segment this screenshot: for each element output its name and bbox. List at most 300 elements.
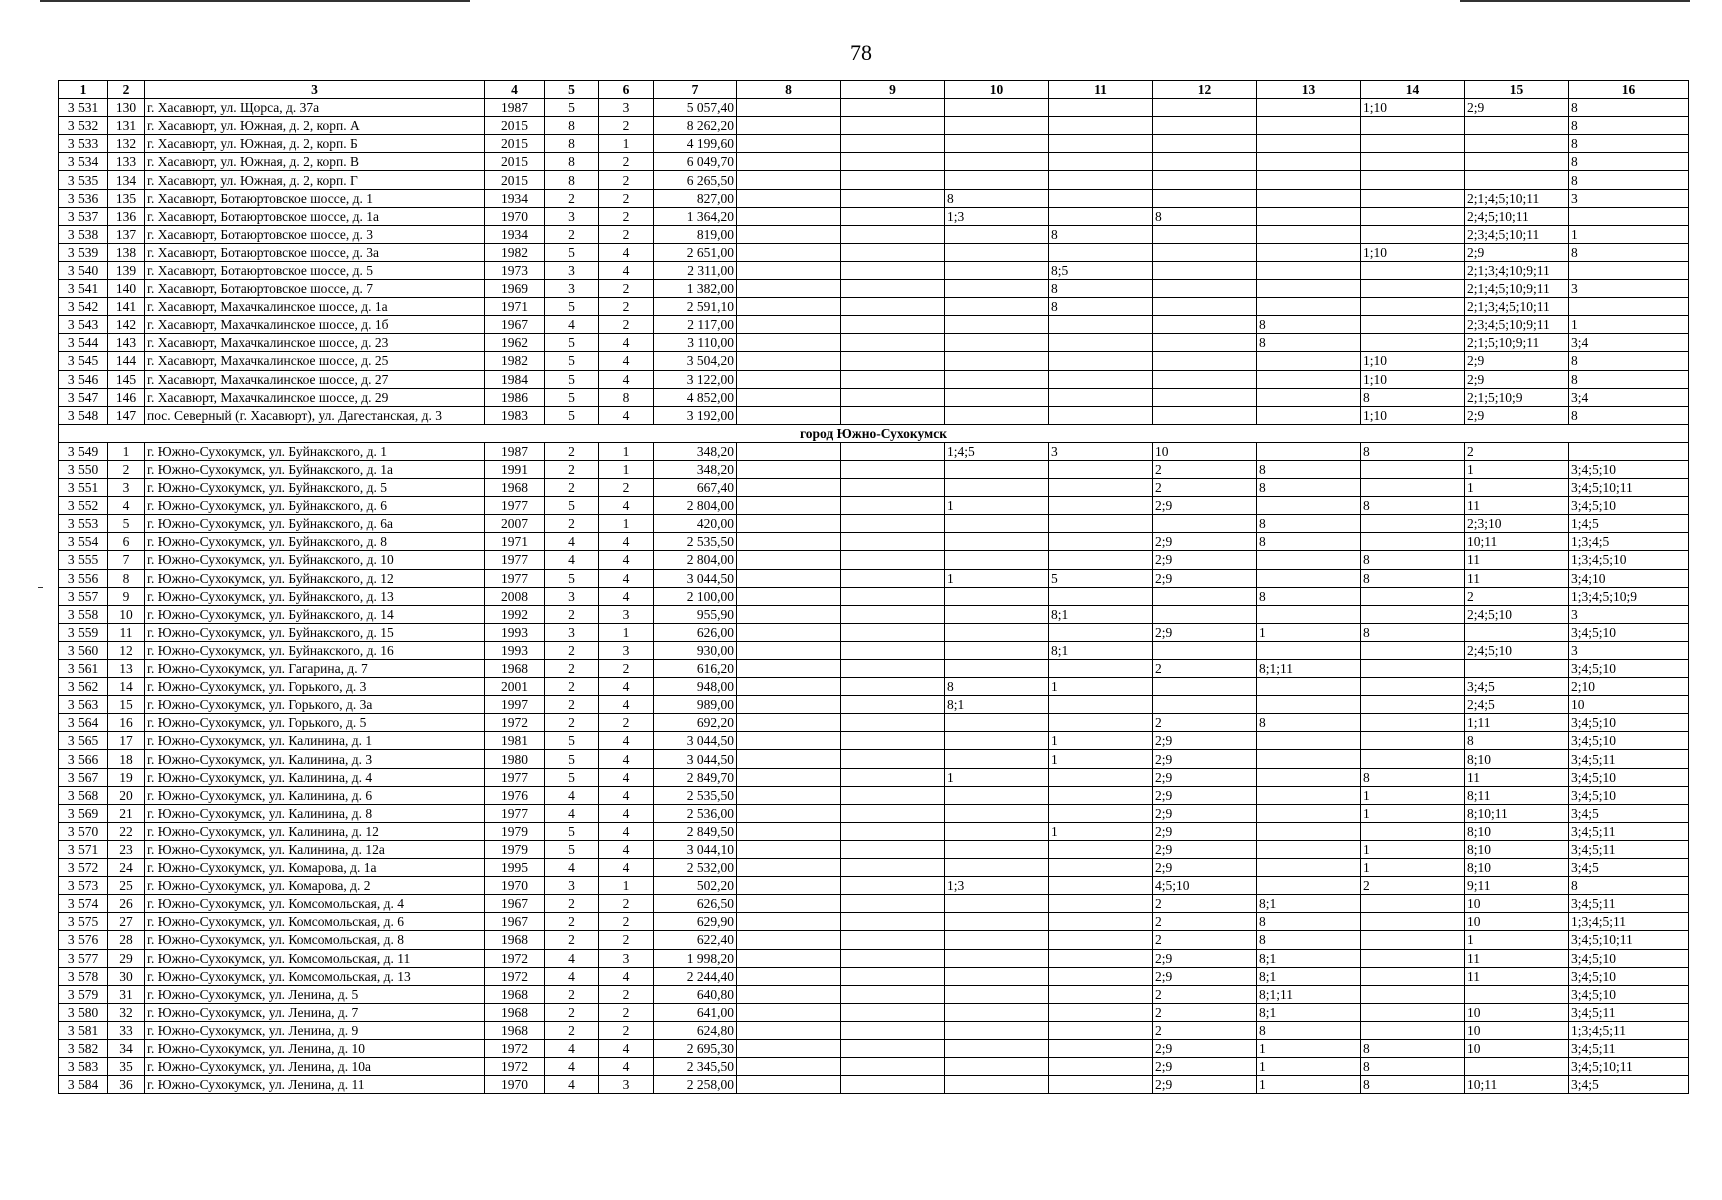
table-cell-col6: 2 xyxy=(599,931,654,949)
table-cell-col11 xyxy=(1049,768,1153,786)
table-cell-col7: 3 044,10 xyxy=(654,840,737,858)
table-cell-col5: 3 xyxy=(545,261,599,279)
table-cell-col11: 1 xyxy=(1049,750,1153,768)
table-cell-col6: 4 xyxy=(599,804,654,822)
table-cell-col6: 2 xyxy=(599,1021,654,1039)
table-row xyxy=(59,967,1689,985)
table-cell-col2: 140 xyxy=(108,280,145,298)
table-cell-col2: 23 xyxy=(108,840,145,858)
table-cell-col9 xyxy=(841,460,945,478)
table-cell-col10 xyxy=(945,370,1049,388)
table-cell-col15: 10 xyxy=(1465,1039,1569,1057)
table-cell-col7: 2 849,70 xyxy=(654,768,737,786)
table-cell-col12: 2;9 xyxy=(1153,840,1257,858)
table-cell-col9 xyxy=(841,949,945,967)
table-cell-col5: 2 xyxy=(545,460,599,478)
table-cell-col10: 1;3 xyxy=(945,207,1049,225)
table-cell-col1: 3 573 xyxy=(59,877,108,895)
table-cell-col3: г. Южно-Сухокумск, ул. Буйнакского, д. 5 xyxy=(145,479,485,497)
table-row xyxy=(59,895,1689,913)
table-cell-col13 xyxy=(1257,605,1361,623)
table-cell-col11 xyxy=(1049,895,1153,913)
table-cell-col2: 25 xyxy=(108,877,145,895)
table-cell-col15: 8;10 xyxy=(1465,840,1569,858)
table-cell-col12 xyxy=(1153,99,1257,117)
table-cell-col8 xyxy=(737,822,841,840)
table-cell-col10: 1 xyxy=(945,569,1049,587)
table-cell-col15: 1 xyxy=(1465,931,1569,949)
table-row xyxy=(59,171,1689,189)
table-cell-col5: 4 xyxy=(545,967,599,985)
table-cell-col1: 3 584 xyxy=(59,1076,108,1094)
table-cell-col11 xyxy=(1049,804,1153,822)
table-cell-col3: г. Южно-Сухокумск, ул. Ленина, д. 7 xyxy=(145,1003,485,1021)
table-cell-col7: 1 998,20 xyxy=(654,949,737,967)
column-header-1: 1 xyxy=(59,81,108,99)
table-cell-col14: 1 xyxy=(1361,840,1465,858)
table-cell-col1: 3 576 xyxy=(59,931,108,949)
table-cell-col5: 2 xyxy=(545,985,599,1003)
table-cell-col11 xyxy=(1049,714,1153,732)
table-cell-col6: 2 xyxy=(599,280,654,298)
table-cell-col4: 1984 xyxy=(485,370,545,388)
table-cell-col1: 3 547 xyxy=(59,388,108,406)
table-cell-col6: 1 xyxy=(599,877,654,895)
table-cell-col6: 1 xyxy=(599,623,654,641)
table-cell-col13: 1 xyxy=(1257,1058,1361,1076)
table-cell-col1: 3 557 xyxy=(59,587,108,605)
table-cell-col2: 131 xyxy=(108,117,145,135)
table-cell-col8 xyxy=(737,931,841,949)
table-cell-col7: 624,80 xyxy=(654,1021,737,1039)
table-cell-col10 xyxy=(945,515,1049,533)
table-cell-col1: 3 550 xyxy=(59,460,108,478)
table-cell-col16: 3;4;5;10;11 xyxy=(1569,1058,1689,1076)
table-cell-col16 xyxy=(1569,298,1689,316)
table-cell-col12: 2;9 xyxy=(1153,623,1257,641)
table-cell-col6: 4 xyxy=(599,587,654,605)
column-header-5: 5 xyxy=(545,81,599,99)
table-cell-col3: г. Южно-Сухокумск, ул. Комсомольская, д. 13 xyxy=(145,967,485,985)
table-cell-col16: 3;4;5;11 xyxy=(1569,822,1689,840)
table-cell-col6: 4 xyxy=(599,370,654,388)
table-row xyxy=(59,388,1689,406)
table-cell-col12: 2;9 xyxy=(1153,732,1257,750)
table-row xyxy=(59,442,1689,460)
table-cell-col9 xyxy=(841,153,945,171)
table-cell-col13: 8 xyxy=(1257,587,1361,605)
table-cell-col2: 6 xyxy=(108,533,145,551)
table-cell-col8 xyxy=(737,750,841,768)
table-row xyxy=(59,985,1689,1003)
table-row xyxy=(59,949,1689,967)
table-cell-col10: 8 xyxy=(945,678,1049,696)
table-cell-col14: 8 xyxy=(1361,1076,1465,1094)
table-cell-col14: 8 xyxy=(1361,551,1465,569)
table-row xyxy=(59,569,1689,587)
column-header-7: 7 xyxy=(654,81,737,99)
table-cell-col16: 1;3;4;5;10;9 xyxy=(1569,587,1689,605)
table-cell-col14: 8 xyxy=(1361,442,1465,460)
table-cell-col5: 5 xyxy=(545,388,599,406)
table-cell-col16: 1;4;5 xyxy=(1569,515,1689,533)
table-cell-col8 xyxy=(737,243,841,261)
table-cell-col12: 2 xyxy=(1153,931,1257,949)
table-cell-col5: 5 xyxy=(545,243,599,261)
table-cell-col2: 11 xyxy=(108,623,145,641)
table-cell-col13: 8;1 xyxy=(1257,895,1361,913)
table-cell-col2: 29 xyxy=(108,949,145,967)
table-cell-col5: 2 xyxy=(545,696,599,714)
table-cell-col15: 2;4;5 xyxy=(1465,696,1569,714)
column-header-3: 3 xyxy=(145,81,485,99)
table-cell-col13: 8 xyxy=(1257,931,1361,949)
table-cell-col14 xyxy=(1361,732,1465,750)
table-cell-col10 xyxy=(945,949,1049,967)
table-cell-col2: 36 xyxy=(108,1076,145,1094)
table-cell-col16: 3;4;5;10 xyxy=(1569,967,1689,985)
table-cell-col7: 667,40 xyxy=(654,479,737,497)
table-cell-col8 xyxy=(737,460,841,478)
table-cell-col1: 3 562 xyxy=(59,678,108,696)
table-cell-col11 xyxy=(1049,623,1153,641)
table-cell-col1: 3 533 xyxy=(59,135,108,153)
table-cell-col10 xyxy=(945,171,1049,189)
table-cell-col14 xyxy=(1361,153,1465,171)
table-cell-col15: 2;9 xyxy=(1465,243,1569,261)
table-cell-col7: 348,20 xyxy=(654,460,737,478)
table-cell-col9 xyxy=(841,967,945,985)
table-cell-col13 xyxy=(1257,696,1361,714)
table-cell-col7: 3 044,50 xyxy=(654,569,737,587)
table-cell-col12 xyxy=(1153,334,1257,352)
table-cell-col10 xyxy=(945,479,1049,497)
table-cell-col13: 8;1;11 xyxy=(1257,660,1361,678)
table-cell-col14: 8 xyxy=(1361,768,1465,786)
table-cell-col15: 8;11 xyxy=(1465,786,1569,804)
table-cell-col10 xyxy=(945,967,1049,985)
table-cell-col2: 130 xyxy=(108,99,145,117)
table-cell-col16: 3;4;5;10 xyxy=(1569,786,1689,804)
table-cell-col13 xyxy=(1257,786,1361,804)
table-cell-col14 xyxy=(1361,207,1465,225)
table-cell-col14 xyxy=(1361,117,1465,135)
table-row xyxy=(59,460,1689,478)
table-cell-col1: 3 580 xyxy=(59,1003,108,1021)
table-cell-col10 xyxy=(945,1076,1049,1094)
table-cell-col16: 3;4;5;10 xyxy=(1569,732,1689,750)
table-cell-col5: 2 xyxy=(545,895,599,913)
table-cell-col4: 1983 xyxy=(485,406,545,424)
table-cell-col4: 2007 xyxy=(485,515,545,533)
table-row xyxy=(59,515,1689,533)
table-cell-col2: 13 xyxy=(108,660,145,678)
table-cell-col15: 9;11 xyxy=(1465,877,1569,895)
table-cell-col15: 2 xyxy=(1465,587,1569,605)
table-cell-col12: 2;9 xyxy=(1153,551,1257,569)
table-cell-col12: 2;9 xyxy=(1153,768,1257,786)
table-cell-col11 xyxy=(1049,334,1153,352)
table-cell-col11 xyxy=(1049,660,1153,678)
table-cell-col7: 8 262,20 xyxy=(654,117,737,135)
table-body-yuzhno-sukhokumsk xyxy=(59,442,1689,1093)
table-cell-col16: 3;4;5;10;11 xyxy=(1569,479,1689,497)
table-cell-col8 xyxy=(737,949,841,967)
table-cell-col1: 3 559 xyxy=(59,623,108,641)
table-cell-col2: 35 xyxy=(108,1058,145,1076)
table-cell-col4: 1977 xyxy=(485,569,545,587)
table-cell-col4: 2008 xyxy=(485,587,545,605)
table-cell-col10 xyxy=(945,931,1049,949)
table-cell-col3: г. Южно-Сухокумск, ул. Ленина, д. 5 xyxy=(145,985,485,1003)
table-cell-col9 xyxy=(841,479,945,497)
table-cell-col10 xyxy=(945,804,1049,822)
table-cell-col11 xyxy=(1049,913,1153,931)
table-cell-col2: 132 xyxy=(108,135,145,153)
table-row xyxy=(59,479,1689,497)
table-cell-col13: 8 xyxy=(1257,316,1361,334)
table-cell-col9 xyxy=(841,804,945,822)
table-cell-col15: 11 xyxy=(1465,569,1569,587)
table-cell-col11: 8 xyxy=(1049,298,1153,316)
housing-registry-table xyxy=(58,80,1689,1094)
table-cell-col5: 2 xyxy=(545,515,599,533)
table-cell-col8 xyxy=(737,877,841,895)
table-cell-col2: 22 xyxy=(108,822,145,840)
table-cell-col8 xyxy=(737,623,841,641)
table-cell-col15: 8;10 xyxy=(1465,750,1569,768)
table-cell-col3: г. Южно-Сухокумск, ул. Калинина, д. 12а xyxy=(145,840,485,858)
table-cell-col10: 1;3 xyxy=(945,877,1049,895)
table-cell-col12 xyxy=(1153,388,1257,406)
table-cell-col14: 8 xyxy=(1361,1039,1465,1057)
table-cell-col1: 3 538 xyxy=(59,225,108,243)
table-cell-col4: 1971 xyxy=(485,298,545,316)
table-cell-col4: 1972 xyxy=(485,967,545,985)
table-cell-col14: 2 xyxy=(1361,877,1465,895)
table-row xyxy=(59,822,1689,840)
table-cell-col2: 8 xyxy=(108,569,145,587)
table-cell-col7: 348,20 xyxy=(654,442,737,460)
table-cell-col11 xyxy=(1049,877,1153,895)
table-cell-col13 xyxy=(1257,732,1361,750)
table-cell-col15: 1 xyxy=(1465,479,1569,497)
table-cell-col3: г. Южно-Сухокумск, ул. Буйнакского, д. 10 xyxy=(145,551,485,569)
table-cell-col6: 4 xyxy=(599,243,654,261)
table-cell-col4: 1982 xyxy=(485,352,545,370)
table-cell-col16: 3;4;5;11 xyxy=(1569,1039,1689,1057)
table-cell-col6: 1 xyxy=(599,135,654,153)
table-cell-col9 xyxy=(841,678,945,696)
table-cell-col11 xyxy=(1049,406,1153,424)
table-cell-col9 xyxy=(841,1039,945,1057)
table-cell-col5: 2 xyxy=(545,714,599,732)
table-cell-col1: 3 575 xyxy=(59,913,108,931)
table-cell-col4: 1968 xyxy=(485,660,545,678)
table-cell-col1: 3 539 xyxy=(59,243,108,261)
table-cell-col10 xyxy=(945,587,1049,605)
table-cell-col12 xyxy=(1153,153,1257,171)
table-cell-col12: 2 xyxy=(1153,1021,1257,1039)
table-cell-col13 xyxy=(1257,189,1361,207)
table-cell-col16: 8 xyxy=(1569,877,1689,895)
table-cell-col7: 3 110,00 xyxy=(654,334,737,352)
table-cell-col10 xyxy=(945,985,1049,1003)
table-cell-col2: 138 xyxy=(108,243,145,261)
table-cell-col12: 2;9 xyxy=(1153,1058,1257,1076)
table-cell-col7: 2 100,00 xyxy=(654,587,737,605)
table-cell-col10 xyxy=(945,786,1049,804)
table-cell-col10: 1 xyxy=(945,768,1049,786)
table-cell-col14: 8 xyxy=(1361,388,1465,406)
table-cell-col15: 3;4;5 xyxy=(1465,678,1569,696)
table-cell-col13: 8 xyxy=(1257,1021,1361,1039)
table-cell-col8 xyxy=(737,479,841,497)
table-cell-col11 xyxy=(1049,859,1153,877)
table-cell-col9 xyxy=(841,497,945,515)
table-cell-col13 xyxy=(1257,569,1361,587)
table-cell-col4: 1972 xyxy=(485,1058,545,1076)
table-cell-col15 xyxy=(1465,1058,1569,1076)
table-cell-col12: 2 xyxy=(1153,913,1257,931)
table-cell-col6: 4 xyxy=(599,786,654,804)
table-cell-col8 xyxy=(737,678,841,696)
table-cell-col10: 1 xyxy=(945,497,1049,515)
table-cell-col4: 1980 xyxy=(485,750,545,768)
table-cell-col1: 3 577 xyxy=(59,949,108,967)
table-cell-col7: 5 057,40 xyxy=(654,99,737,117)
table-cell-col13 xyxy=(1257,877,1361,895)
table-cell-col6: 4 xyxy=(599,840,654,858)
table-cell-col12: 2;9 xyxy=(1153,804,1257,822)
table-cell-col3: г. Южно-Сухокумск, ул. Комсомольская, д. 8 xyxy=(145,931,485,949)
table-cell-col11 xyxy=(1049,497,1153,515)
table-cell-col8 xyxy=(737,895,841,913)
table-cell-col9 xyxy=(841,623,945,641)
table-cell-col9 xyxy=(841,117,945,135)
table-cell-col11 xyxy=(1049,1003,1153,1021)
table-cell-col7: 3 192,00 xyxy=(654,406,737,424)
table-cell-col10: 1;4;5 xyxy=(945,442,1049,460)
table-cell-col5: 4 xyxy=(545,804,599,822)
table-cell-col5: 3 xyxy=(545,280,599,298)
table-cell-col10 xyxy=(945,1003,1049,1021)
table-cell-col1: 3 555 xyxy=(59,551,108,569)
table-cell-col10: 8 xyxy=(945,189,1049,207)
table-cell-col13 xyxy=(1257,750,1361,768)
table-cell-col11 xyxy=(1049,99,1153,117)
table-cell-col11: 5 xyxy=(1049,569,1153,587)
table-cell-col1: 3 552 xyxy=(59,497,108,515)
table-cell-col4: 1969 xyxy=(485,280,545,298)
table-cell-col11 xyxy=(1049,171,1153,189)
table-cell-col11: 8;1 xyxy=(1049,605,1153,623)
table-cell-col5: 2 xyxy=(545,931,599,949)
table-cell-col8 xyxy=(737,967,841,985)
table-cell-col1: 3 569 xyxy=(59,804,108,822)
table-cell-col3: г. Хасавюрт, ул. Южная, д. 2, корп. Г xyxy=(145,171,485,189)
table-cell-col8 xyxy=(737,605,841,623)
table-cell-col16: 3;4 xyxy=(1569,334,1689,352)
table-cell-col9 xyxy=(841,859,945,877)
table-cell-col2: 134 xyxy=(108,171,145,189)
table-cell-col4: 1968 xyxy=(485,479,545,497)
table-cell-col1: 3 572 xyxy=(59,859,108,877)
table-cell-col6: 3 xyxy=(599,99,654,117)
table-cell-col4: 1987 xyxy=(485,442,545,460)
table-cell-col1: 3 567 xyxy=(59,768,108,786)
table-cell-col5: 4 xyxy=(545,533,599,551)
table-cell-col5: 4 xyxy=(545,1058,599,1076)
table-cell-col10 xyxy=(945,1021,1049,1039)
table-row xyxy=(59,243,1689,261)
table-cell-col9 xyxy=(841,370,945,388)
table-cell-col10 xyxy=(945,135,1049,153)
table-cell-col2: 28 xyxy=(108,931,145,949)
table-cell-col4: 1934 xyxy=(485,225,545,243)
table-cell-col8 xyxy=(737,569,841,587)
table-cell-col16 xyxy=(1569,261,1689,279)
table-row xyxy=(59,678,1689,696)
table-cell-col16: 3;4;5;10 xyxy=(1569,497,1689,515)
table-cell-col10 xyxy=(945,732,1049,750)
table-cell-col12: 2;9 xyxy=(1153,786,1257,804)
table-cell-col12: 2;9 xyxy=(1153,859,1257,877)
table-cell-col9 xyxy=(841,768,945,786)
table-cell-col7: 2 311,00 xyxy=(654,261,737,279)
table-cell-col12: 2;9 xyxy=(1153,1076,1257,1094)
table-cell-col10 xyxy=(945,859,1049,877)
table-cell-col14 xyxy=(1361,334,1465,352)
table-cell-col13 xyxy=(1257,768,1361,786)
table-row xyxy=(59,551,1689,569)
table-cell-col3: г. Южно-Сухокумск, ул. Буйнакского, д. 15 xyxy=(145,623,485,641)
table-row xyxy=(59,623,1689,641)
table-cell-col10 xyxy=(945,1039,1049,1057)
table-cell-col8 xyxy=(737,696,841,714)
table-cell-col11 xyxy=(1049,135,1153,153)
table-cell-col8 xyxy=(737,117,841,135)
table-cell-col2: 21 xyxy=(108,804,145,822)
table-cell-col10 xyxy=(945,316,1049,334)
table-cell-col9 xyxy=(841,895,945,913)
table-cell-col15: 2;9 xyxy=(1465,406,1569,424)
table-cell-col5: 5 xyxy=(545,732,599,750)
table-cell-col2: 136 xyxy=(108,207,145,225)
table-cell-col14 xyxy=(1361,587,1465,605)
table-cell-col4: 2015 xyxy=(485,171,545,189)
table-cell-col16: 3;4;5 xyxy=(1569,1076,1689,1094)
table-cell-col5: 4 xyxy=(545,316,599,334)
table-cell-col10 xyxy=(945,352,1049,370)
table-cell-col12 xyxy=(1153,189,1257,207)
table-cell-col6: 2 xyxy=(599,153,654,171)
column-header-14: 14 xyxy=(1361,81,1465,99)
table-cell-col15: 2;9 xyxy=(1465,352,1569,370)
column-header-15: 15 xyxy=(1465,81,1569,99)
table-cell-col12 xyxy=(1153,605,1257,623)
table-cell-col8 xyxy=(737,840,841,858)
table-cell-col16: 8 xyxy=(1569,153,1689,171)
table-cell-col5: 8 xyxy=(545,117,599,135)
table-cell-col11 xyxy=(1049,1058,1153,1076)
table-cell-col4: 1976 xyxy=(485,786,545,804)
table-cell-col12: 2;9 xyxy=(1153,750,1257,768)
table-cell-col11: 8 xyxy=(1049,225,1153,243)
table-cell-col3: г. Южно-Сухокумск, ул. Гагарина, д. 7 xyxy=(145,660,485,678)
table-cell-col10 xyxy=(945,225,1049,243)
table-cell-col7: 2 695,30 xyxy=(654,1039,737,1057)
